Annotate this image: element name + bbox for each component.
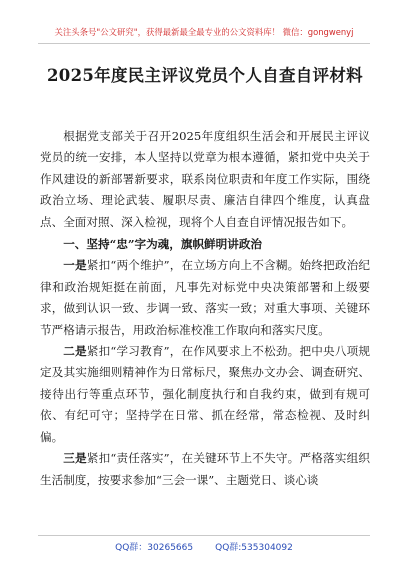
- document-title: 2025年度民主评议党员个人自查自评材料: [47, 66, 363, 85]
- section-heading-1: 一、坚持“忠”字为魂，旗帜鲜明讲政治: [63, 237, 263, 252]
- item-lead: 二是: [63, 344, 87, 359]
- section1-item-3: [40, 448, 370, 491]
- item-text: 紧扣“责任落实”，在关键环节上不失守。严格落实组织生活制度，按要求参加“三会一课”、主题党日、谈心谈: [40, 451, 370, 487]
- item-text: 紧扣“两个维护”，在立场方向上不含糊。始终把政治纪律和政治规矩挺在前面，凡事先对标党中央决策部署和上级要求，做到认识一致、步调一致、落实一致；对重大事项、关键环节严格请示报告，用政治标准校准工作取向和落实尺度。: [40, 258, 370, 337]
- section1-item-2: [40, 341, 370, 448]
- footer-divider: [38, 535, 370, 536]
- footer-qq-group-2: QQ群:535304092: [215, 543, 293, 553]
- header-promo-note: 关注头条号"公文研究"，获得最新最全最专业的公文资料库！ 微信：gongwenyj: [54, 27, 354, 37]
- header-divider: [38, 43, 370, 44]
- item-lead: 三是: [63, 451, 87, 466]
- footer-contacts: [0, 540, 408, 553]
- document-body: [40, 126, 370, 491]
- section1-item-1: [40, 255, 370, 341]
- intro-paragraph: 根据党支部关于召开2025年度组织生活会和开展民主评议党员的统一安排，本人坚持以党章为根本遵循，紧扣党中央关于作风建设的新部署新要求，联系岗位职责和年度工作实际，围绕政治立场、理论武装、履职尽责、廉洁自律四个维度，认真盘点、全面对照、深入检视，现将个人自查自评情况报告如下。: [40, 129, 370, 229]
- footer-qq-group-1: QQ群：30265665: [115, 543, 194, 553]
- item-lead: 一是: [63, 258, 87, 273]
- item-text: 紧扣“学习教育”，在作风要求上不松劲。把中央八项规定及其实施细则精神作为日常标尺，聚焦办文办会、调查研究、接待出行等重点环节，强化制度执行和自我约束，做到有规可依、有纪可守；坚持学在日常、抓在经常，常态检视、及时纠偏。: [40, 344, 370, 444]
